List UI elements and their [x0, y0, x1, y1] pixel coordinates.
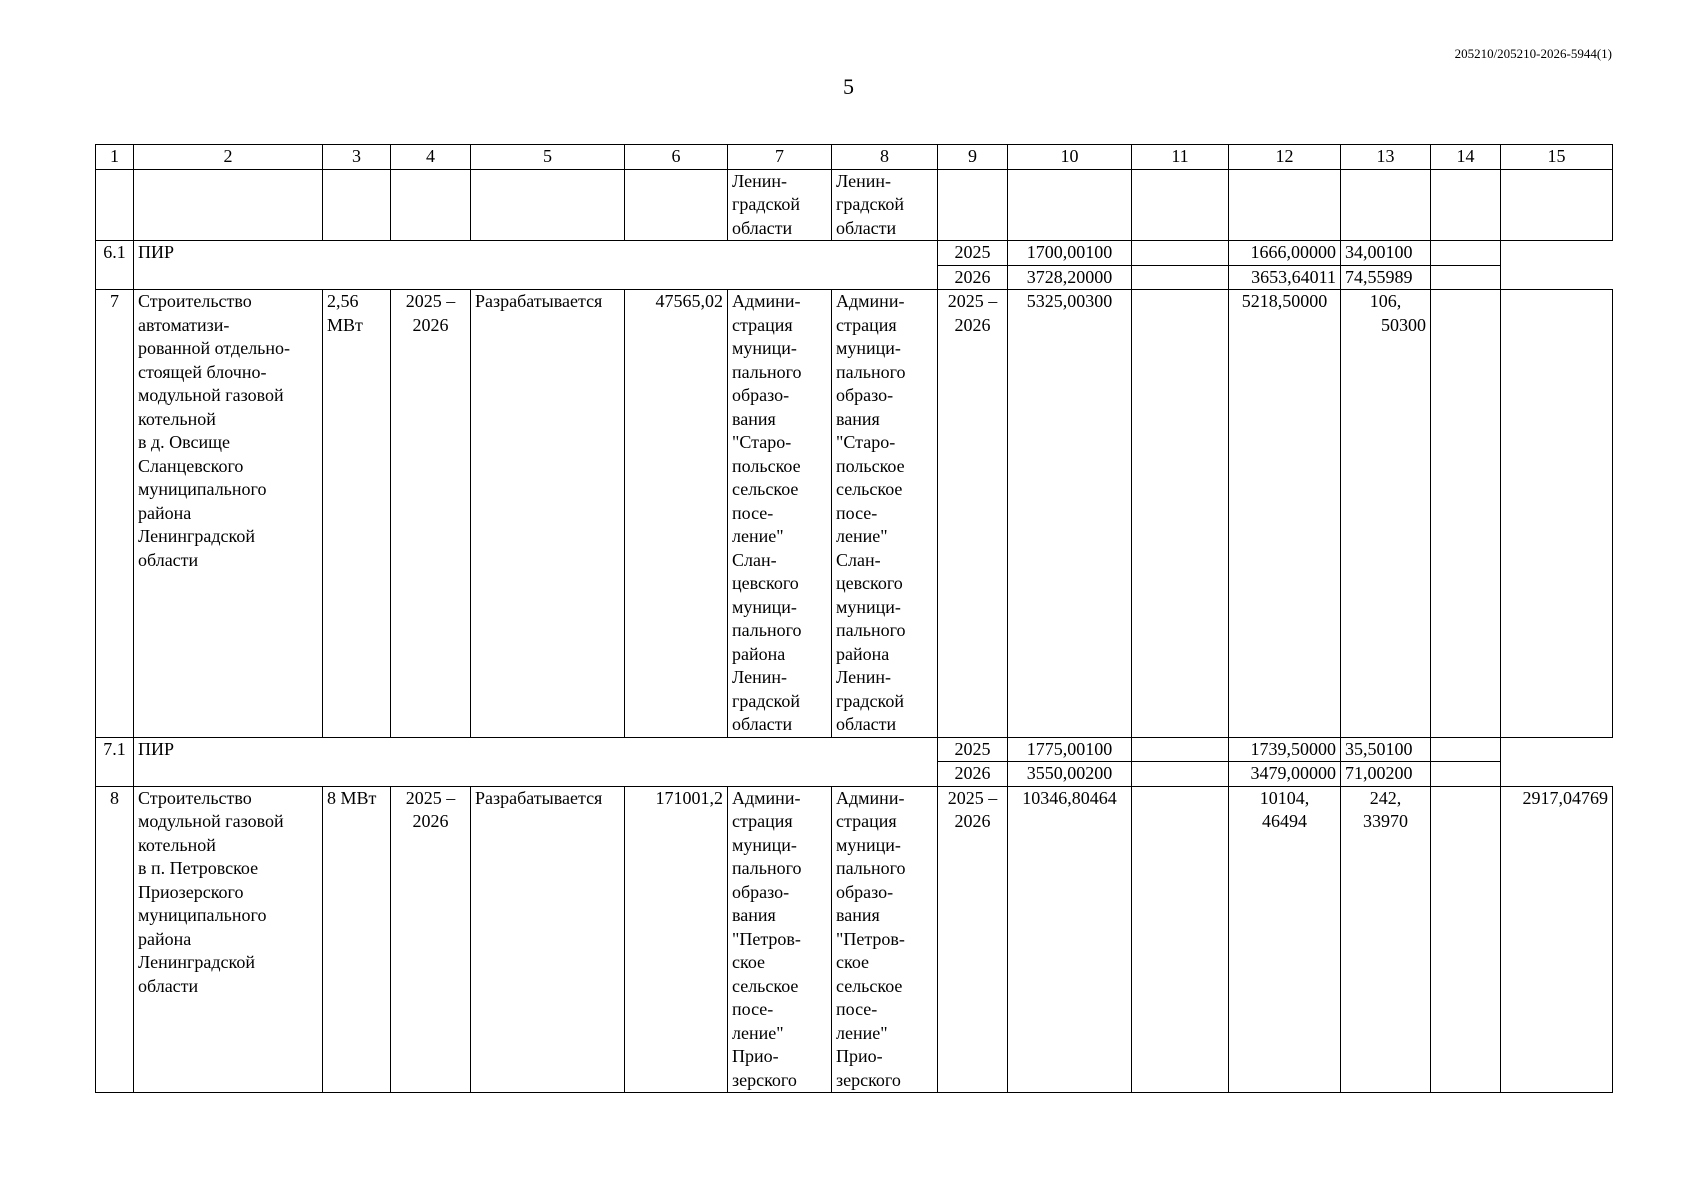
value-cell: 5218,50000 [1229, 290, 1341, 738]
period-cell: 2025 – 2026 [391, 290, 471, 738]
organization-cell: Админи- страция муници- пального образо- вания "Старо- польское сельское посе- ление" Слан- цевского муници- пального района Ленин- градской области [728, 290, 832, 738]
header-cell: 15 [1501, 145, 1613, 170]
organization-cell: Админи- страция муници- пального образо- вания "Старо- польское сельское посе- ление" Слан- цевского муници- пального района Ленин- градской области [832, 290, 938, 738]
organization-cell: Админи- страция муници- пального образо- вания "Петров- ское сельское посе- ление" Прио- зерского [728, 786, 832, 1093]
year-cell: 2026 [938, 265, 1008, 290]
header-cell: 3 [323, 145, 391, 170]
value-cell: 1739,50000 [1229, 737, 1341, 762]
status-cell: Разрабатывается [471, 786, 625, 1093]
cost-cell: 47565,02 [625, 290, 728, 738]
value-cell: 10104, 46494 [1229, 786, 1341, 1093]
table-row [96, 737, 1613, 762]
year-cell: 2025 [938, 737, 1008, 762]
row-number: 8 [96, 786, 134, 1093]
value-cell: 1775,00100 [1008, 737, 1132, 762]
data-table [95, 144, 1613, 1093]
value-cell: 3653,64011 [1229, 265, 1341, 290]
value-cell: 5325,00300 [1008, 290, 1132, 738]
value-cell: 35,50100 [1341, 737, 1431, 762]
header-cell: 2 [134, 145, 323, 170]
value-cell: 3479,00000 [1229, 762, 1341, 787]
header-cell: 7 [728, 145, 832, 170]
value-cell: 1666,00000 [1229, 241, 1341, 266]
value-cell: 34,00100 [1341, 241, 1431, 266]
row-number: 6.1 [96, 241, 134, 290]
value-cell: 3728,20000 [1008, 265, 1132, 290]
years-cell: 2025 – 2026 [938, 290, 1008, 738]
year-cell: 2025 [938, 241, 1008, 266]
header-cell: 14 [1431, 145, 1501, 170]
row-name: ПИР [134, 737, 938, 786]
organization-cell: Ленин- градской области [832, 169, 938, 241]
header-cell: 8 [832, 145, 938, 170]
row-name: ПИР [134, 241, 938, 290]
header-cell: 10 [1008, 145, 1132, 170]
value-cell: 242, 33970 [1341, 786, 1431, 1093]
year-cell: 2026 [938, 762, 1008, 787]
value-cell: 10346,80464 [1008, 786, 1132, 1093]
header-cell: 6 [625, 145, 728, 170]
period-cell: 2025 – 2026 [391, 786, 471, 1093]
object-name: Строительство автоматизи- рованной отдельно- стоящей блочно- модульной газовой котельной в д. Овсище Сланцевского муниципального района Ленинградской области [134, 290, 323, 738]
header-cell: 5 [471, 145, 625, 170]
capacity-cell: 8 МВт [323, 786, 391, 1093]
header-row [96, 145, 1613, 170]
capacity-cell: 2,56 МВт [323, 290, 391, 738]
table-row [96, 786, 1613, 1093]
years-cell: 2025 – 2026 [938, 786, 1008, 1093]
value-cell: 74,55989 [1341, 265, 1431, 290]
object-name: Строительство модульной газовой котельной в п. Петровское Приозерского муниципального района Ленинградской области [134, 786, 323, 1093]
table-row [96, 241, 1613, 266]
header-cell: 11 [1132, 145, 1229, 170]
row-number: 7 [96, 290, 134, 738]
header-cell: 1 [96, 145, 134, 170]
table-row [96, 169, 1613, 241]
value-cell: 1700,00100 [1008, 241, 1132, 266]
value-cell: 3550,00200 [1008, 762, 1132, 787]
status-cell: Разрабатывается [471, 290, 625, 738]
value-cell: 71,00200 [1341, 762, 1431, 787]
table-row [96, 290, 1613, 738]
header-cell: 4 [391, 145, 471, 170]
row-number: 7.1 [96, 737, 134, 786]
organization-cell: Ленин- градской области [728, 169, 832, 241]
page-number: 5 [843, 74, 854, 99]
value-cell: 2917,04769 [1501, 786, 1613, 1093]
header-cell: 9 [938, 145, 1008, 170]
organization-cell: Админи- страция муници- пального образо- вания "Петров- ское сельское посе- ление" Прио- зерского [832, 786, 938, 1093]
cost-cell: 171001,2 [625, 786, 728, 1093]
document-id: 205210/205210-2026-5944(1) [1454, 46, 1612, 61]
header-cell: 12 [1229, 145, 1341, 170]
value-cell: 106, 50300 [1341, 290, 1431, 738]
header-cell: 13 [1341, 145, 1431, 170]
